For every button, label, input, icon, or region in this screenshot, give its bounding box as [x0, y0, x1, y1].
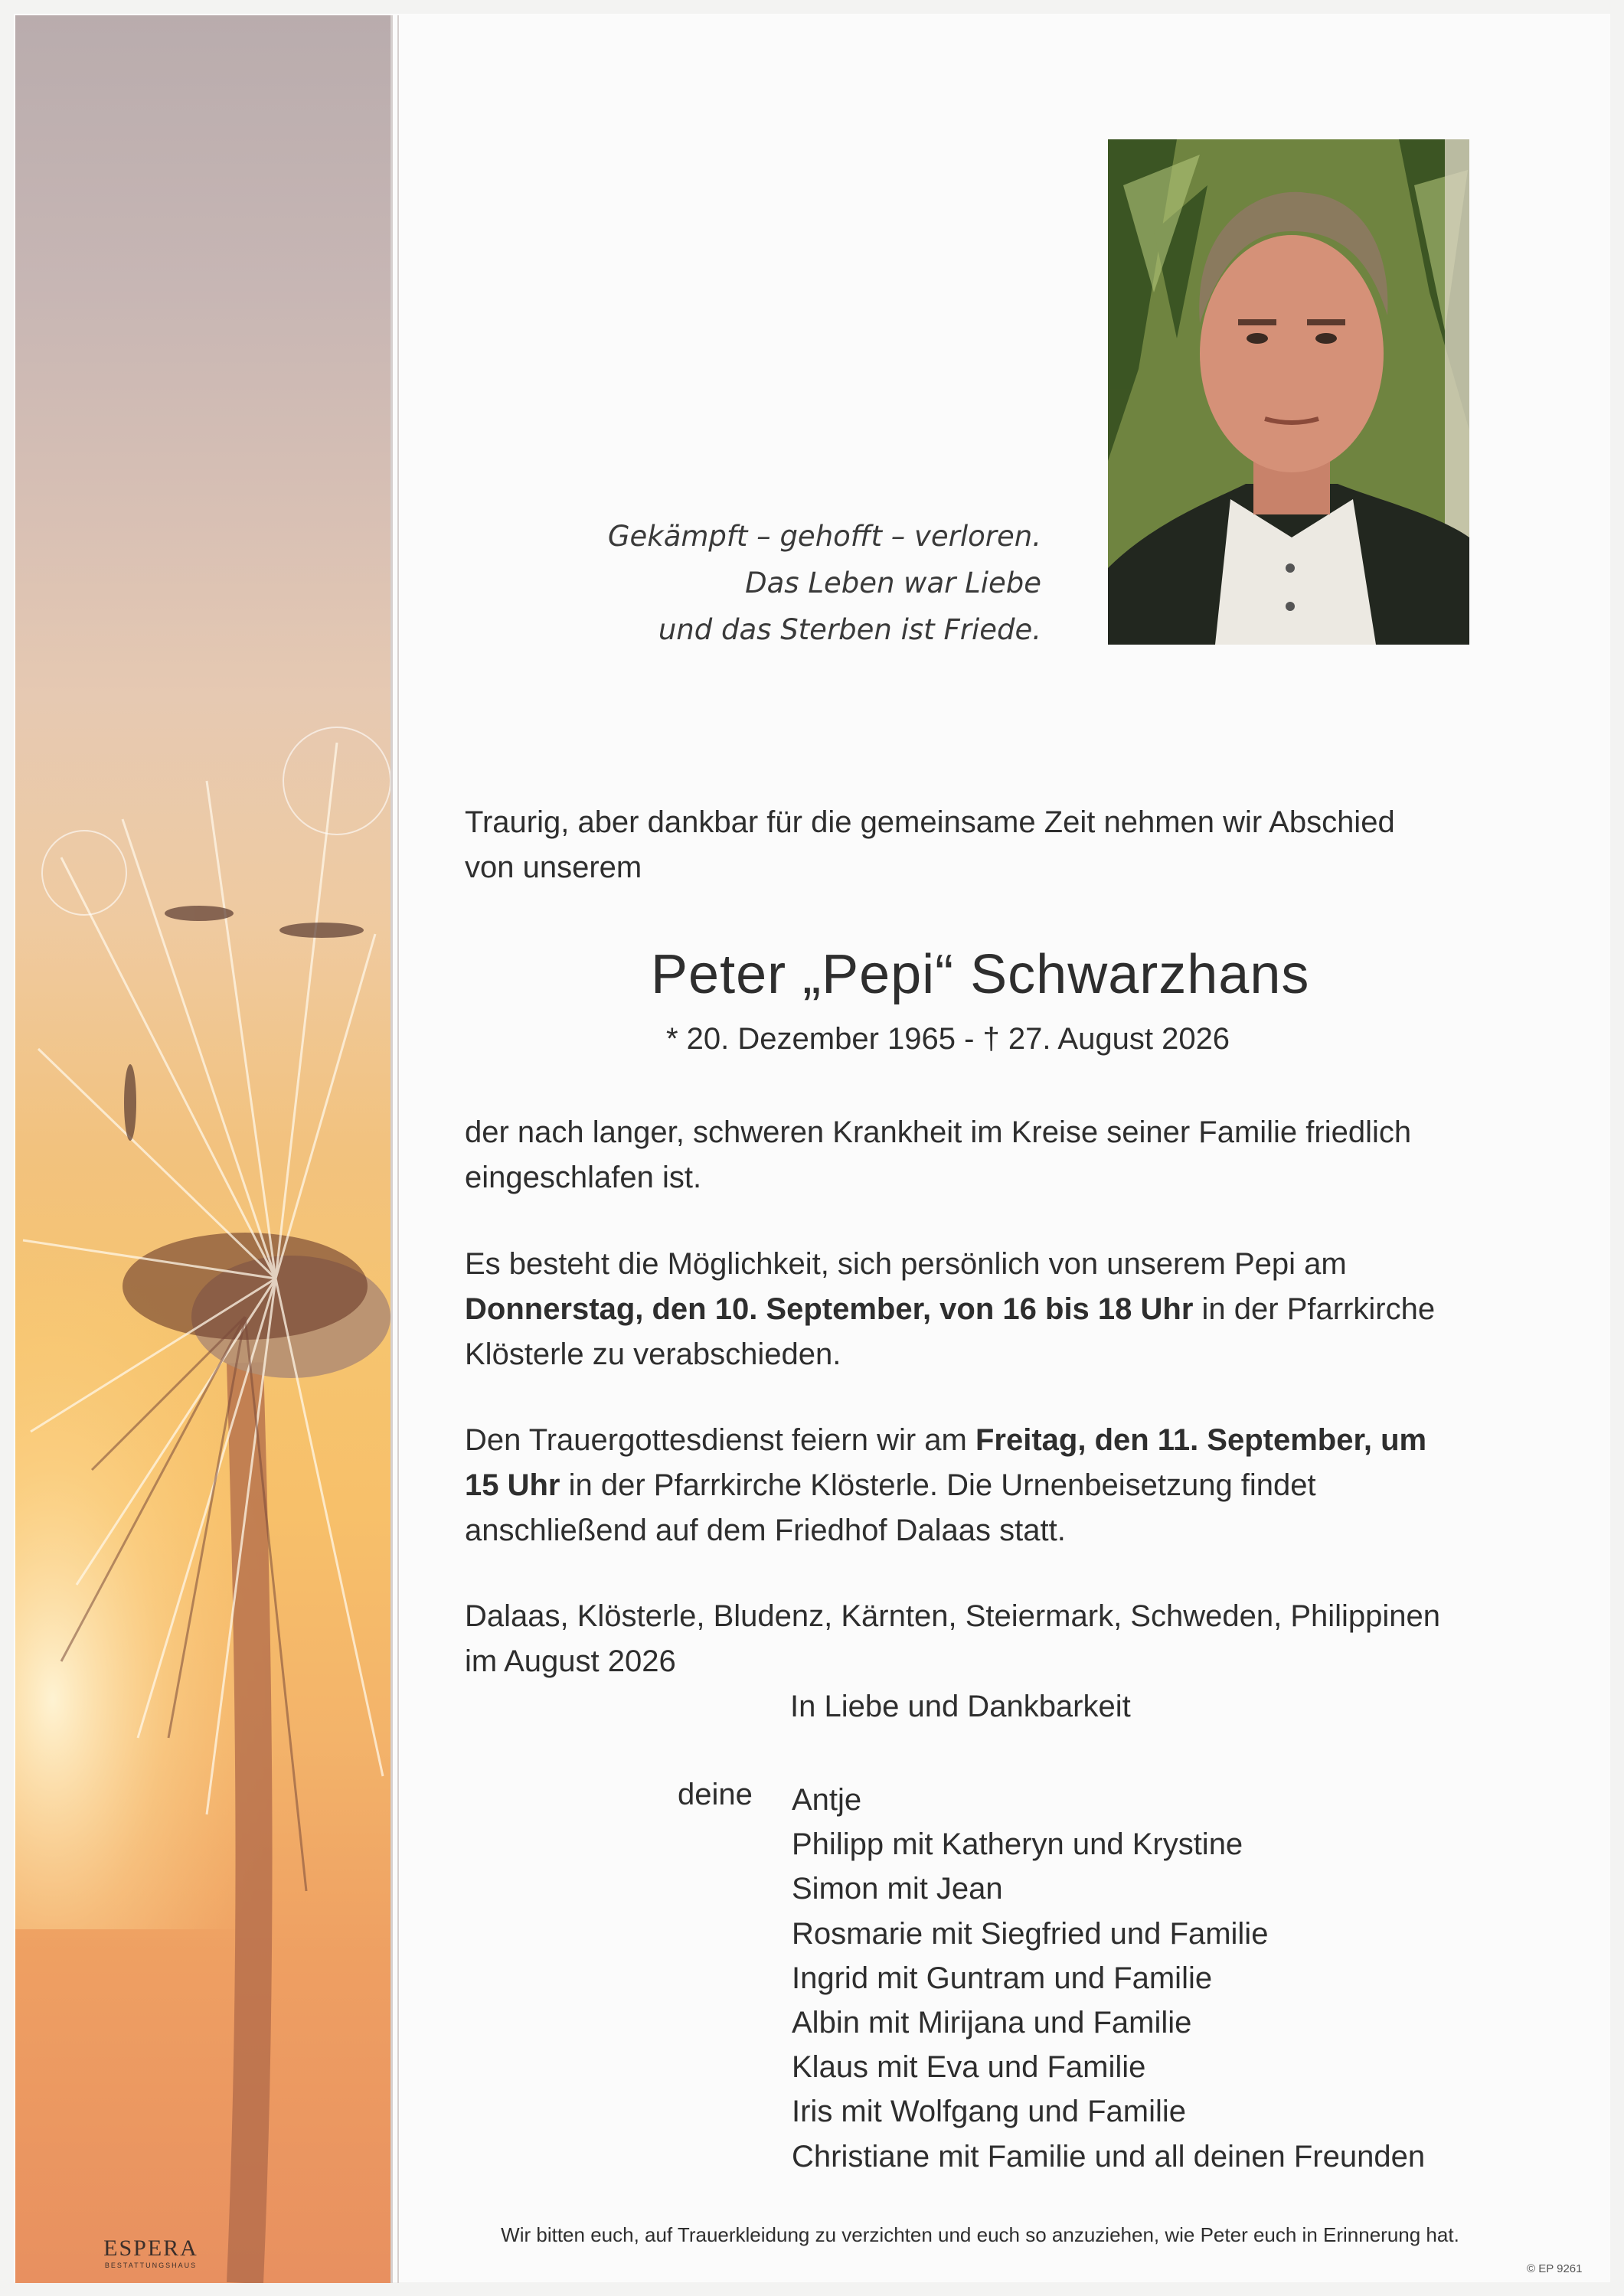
portrait-photo — [1108, 139, 1469, 645]
family-member: Albin mit Mirijana und Familie — [792, 2006, 1192, 2040]
intro-line: von unserem — [465, 851, 642, 884]
life-dates: * 20. Dezember 1965 - † 27. August 2026 — [666, 1022, 1230, 1056]
family-list — [792, 1778, 1425, 2179]
passing-line: der nach langer, schweren Krankheit im Kreise seiner Familie friedlich — [465, 1115, 1412, 1149]
intro-line: Traurig, aber dankbar für die gemeinsame Zeit nehmen wir Abschied — [465, 805, 1395, 839]
family-label: deine — [678, 1778, 753, 1811]
funeral-home-logo — [86, 2236, 216, 2269]
quote-line: und das Sterben ist Friede. — [658, 613, 1041, 646]
viewing-line — [465, 1287, 1483, 1332]
logo-brand: ESPERA — [103, 2236, 198, 2261]
closing-phrase: In Liebe und Dankbarkeit — [790, 1690, 1131, 1723]
passing-paragraph — [465, 1110, 1483, 1200]
service-line — [465, 1418, 1483, 1463]
service-line: anschließend auf dem Friedhof Dalaas statt. — [465, 1514, 1066, 1547]
family-member: Rosmarie mit Siegfried und Familie — [792, 1916, 1269, 1951]
intro-paragraph — [465, 800, 1483, 890]
service-time: 15 Uhr — [465, 1468, 560, 1502]
family-member: Antje — [792, 1783, 862, 1817]
service-location: in der Pfarrkirche Klösterle. Die Urnenbeisetzung findet — [560, 1468, 1316, 1502]
viewing-line: Es besteht die Möglichkeit, sich persönlich von unserem Pepi am — [465, 1247, 1347, 1281]
dandelion-illustration — [15, 15, 390, 2283]
family-member: Christiane mit Familie und all deinen Freunden — [792, 2139, 1426, 2174]
service-date: Freitag, den 11. September, um — [975, 1423, 1427, 1457]
dress-code-note: Wir bitten euch, auf Trauerkleidung zu verzichten und euch so anzuziehen, wie Peter euch in Erinnerung hat. — [501, 2223, 1459, 2246]
quote-line: Das Leben war Liebe — [745, 567, 1041, 599]
place-line: im August 2026 — [465, 1644, 676, 1678]
place-date — [465, 1594, 1483, 1684]
quote-line: Gekämpft – gehofft – verloren. — [607, 520, 1041, 553]
viewing-paragraph — [465, 1242, 1483, 1377]
viewing-line: Klösterle zu verabschieden. — [465, 1337, 841, 1371]
passing-line: eingeschlafen ist. — [465, 1161, 702, 1194]
service-line — [465, 1463, 1483, 1508]
document-code: © EP 9261 — [1527, 2262, 1583, 2275]
viewing-date: Donnerstag, den 10. September, von 16 bis 18 Uhr — [465, 1292, 1194, 1326]
family-member: Philipp mit Katheryn und Krystine — [792, 1827, 1243, 1862]
family-member: Ingrid mit Guntram und Familie — [792, 1961, 1213, 1995]
family-member: Klaus mit Eva und Familie — [792, 2050, 1146, 2085]
logo-subtitle: BESTATTUNGSHAUS — [104, 2262, 198, 2269]
portrait-illustration — [1108, 139, 1469, 645]
family-member: Iris mit Wolfgang und Familie — [792, 2095, 1186, 2129]
viewing-location: in der Pfarrkirche — [1193, 1292, 1436, 1326]
service-paragraph — [465, 1418, 1483, 1553]
dandelion-decoration — [15, 15, 390, 2283]
divider-line-inner — [397, 15, 399, 2283]
family-member: Simon mit Jean — [792, 1872, 1003, 1906]
place-line: Dalaas, Klösterle, Bludenz, Kärnten, Steiermark, Schweden, Philippinen — [465, 1599, 1441, 1633]
memorial-quote — [597, 513, 1041, 653]
divider-line — [390, 15, 393, 2283]
service-intro: Den Trauergottesdienst feiern wir am — [465, 1423, 975, 1457]
deceased-name: Peter „Pepi“ Schwarzhans — [651, 944, 1310, 1005]
